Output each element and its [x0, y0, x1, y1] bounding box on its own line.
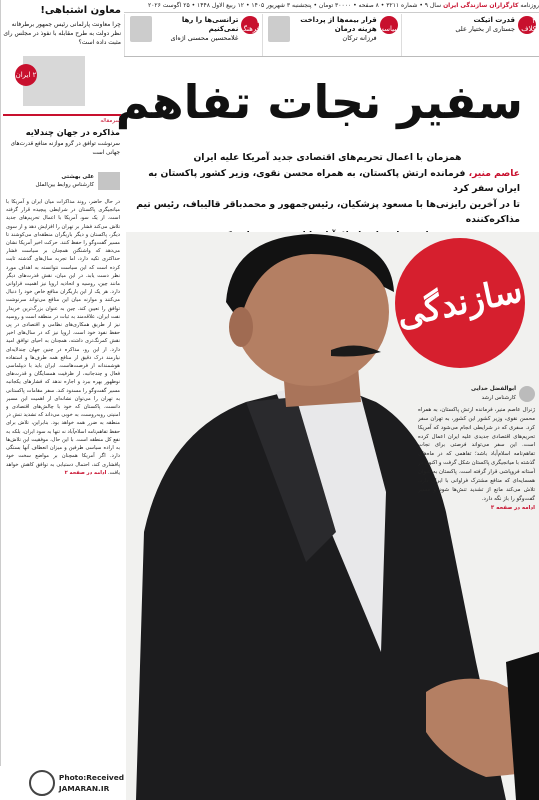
left-sidebar [0, 0, 124, 800]
deck-highlight: عاصم منیر، [468, 167, 520, 179]
teaser-2[interactable] [262, 14, 400, 56]
sidebar-top-desc: چرا معاونت پارلمانی رئیس جمهور برطرفانه نظر دولت به طرح مقابله با نفوذ در مجلس رای مثبت داده است؟ [3, 21, 121, 46]
headline-deck [135, 150, 520, 243]
editorial-body [6, 198, 120, 768]
author-name: ابوالفضل خدایی [471, 386, 516, 392]
teaser-title: ترانسی‌ها را رها نمی‌کنیم [181, 16, 239, 33]
editorial-headline: مذاکره در جهان چندلایه [25, 127, 120, 137]
teaser-byline: جستاری از بختیار علی [455, 25, 515, 33]
teaser-byline: غلامحسین محسنی اژه‌ای [170, 34, 239, 42]
watermark-line-2: JAMARAN.IR [58, 784, 110, 793]
editorial-author-name: علی بهشتی [61, 174, 94, 180]
teaser-title: قدرت اتیکت [473, 16, 515, 24]
author-role: کارشناس ارشد [481, 394, 516, 401]
teaser-page-badge: ۲ کلاف [518, 16, 536, 34]
watermark-line-1: Photo:Received [58, 773, 124, 782]
sidebar-page-badge: ۲ ایران [15, 64, 37, 86]
editorial-section-label: سرمقاله [100, 118, 120, 124]
date-line: سال ۹ • شماره ۳۲۱۱ • ۸ صفحه • ۳۰۰۰۰ تومان • پنجشنبه ۳ شهریور ۱۴۰۵ • ۱۲ ربیع الاول ۱۴۴۸ • ۲۵ اگوست ۲۰۲۶ [147, 2, 442, 9]
logo-text: سازندگی [393, 270, 527, 336]
brand-name: کارگزاران سازندگی ایران [443, 2, 519, 9]
editorial-author-role: کارشناس روابط بین‌الملل [35, 182, 94, 188]
main-headline: سفیر نجات تفاهم [115, 75, 523, 129]
teaser-page-badge: ۷ فرهنگ [240, 17, 260, 33]
editorial-author [6, 172, 120, 190]
deck-line-1: همزمان با اعمال تحریم‌های اقتصادی جدید آمریکا علیه ایران [193, 152, 462, 163]
editorial-text: در حال حاضر، روند مذاکرات میان ایران و آمریکا با میانجیگری پاکستان در شرایطی پیچیده قرار گرفته است. از یک سو، آمریکا با اعمال تحریم‌های جدید تلاش می‌کند فشار بر تهران را افزایش دهد و از سوی دیگر، پاکستان و دیگر بازیگران منطقه‌ای می‌کوشند تا مسیر گفت‌وگو را حفظ کنند. حرکت اخیر آمریکا نشان می‌دهد که واشنگتن همچنان بر سیاست فشار حداکثری تکیه دارد، اما تجربه سال‌های گذشته ثابت کرده است که این سیاست نتوانسته به اهداف مورد نظر دست یابد. در این میان، نقش قدرت‌های دیگر مانند چین، روسیه و اتحادیه اروپا نیز اهمیت فراوانی دارد. هر یک از این بازیگران منافع خاص خود را دنبال می‌کنند و موازنه میان این منافع می‌تواند سرنوشت توافق را تعیین کند. چین به عنوان بزرگ‌ترین خریدار نفت ایران، علاقه‌مند به ثبات در منطقه است و روسیه نیز از طریق همکاری‌های نظامی و اقتصادی در پی حفظ نفوذ خود است. اروپا نیز که در سال‌های اخیر نقش کمرنگ‌تری داشته، همچنان به احیای توافق امید دارد. از این رو، مذاکره در چنین جهان چندلایه‌ای نیازمند درک دقیق از منافع همه طرف‌ها و استفاده هوشمندانه از فرصت‌هاست. ایران باید با دیپلماسی فعال و چندجانبه، از ظرفیت همسایگان و قدرت‌های نوظهور بهره ببرد و اجازه ندهد که فشارهای یکجانبه مسیر گفت‌وگو را مسدود کند. سفر مقامات پاکستانی به تهران را می‌توان نشانه‌ای از اهمیت این مسیر دانست. پاکستان که خود با چالش‌های اقتصادی و امنیتی روبه‌روست، به خوبی می‌داند که تشدید تنش در منطقه به ضرر همه خواهد بود. بنابراین، تلاش برای حفظ تفاهم‌نامه اسلام‌آباد نه تنها به سود ایران، بلکه به نفع کل منطقه است. با این حال، موفقیت این تلاش‌ها به اراده سیاسی طرفین و میزان انعطاف آنها بستگی دارد. اگر آمریکا همچنان بر مواضع سخت خود پافشاری کند، احتمال دستیابی به توافق کاهش خواهد یافت. [6, 199, 120, 476]
front-page-column [418, 385, 535, 610]
teaser-byline: فرزانه ترکان [342, 34, 377, 42]
teaser-1[interactable] [401, 14, 539, 56]
newspaper-logo [395, 238, 525, 368]
sidebar-top-story[interactable] [3, 4, 121, 110]
teaser-3[interactable] [124, 14, 262, 56]
editorial-subhead: سرنوشت توافق در گرو موازنه منافع قدرت‌های جهانی است [10, 141, 120, 156]
teaser-page-badge: ۷ سیاست [377, 17, 401, 33]
teaser-thumbnail [268, 16, 290, 42]
jamaran-logo-icon [29, 770, 55, 796]
teaser-row [124, 14, 539, 57]
editorial-author-photo [98, 172, 120, 190]
masthead-label: روزنامه [520, 2, 539, 9]
column-author [418, 385, 535, 403]
column-body: ژنرال عاصم منیر، فرمانده ارتش پاکستان، به همراه محسن نقوی، وزیر کشور این کشور، به تهران سفر کرد. سفری که در شرایطی انجام می‌شود که آمریکا تحریم‌های اقتصادی جدیدی علیه ایران اعمال کرده است. این سفر می‌تواند فرصتی برای نجات تفاهم‌نامه اسلام‌آباد باشد؛ تفاهمی که در ماه‌های گذشته با میانجیگری پاکستان شکل گرفت و اکنون در آستانه فروپاشی قرار گرفته است. پاکستان به عنوان همسایه‌ای که منافع مشترک فراوانی با ایران دارد، تلاش می‌کند مانع از تشدید تنش‌ها شود و مسیر گفت‌وگو را باز نگه دارد. [418, 406, 535, 502]
sidebar-divider [3, 114, 121, 116]
deck-line-2: فرمانده ارتش پاکستان، به همراه محسن نقوی، وزیر کشور پاکستان به ایران سفر کرد [148, 167, 520, 194]
author-avatar [519, 386, 535, 402]
photo-credit-watermark [0, 766, 124, 800]
editorial-continued[interactable]: ادامه در صفحه ۲ [64, 469, 107, 476]
date-strip [124, 0, 539, 13]
sidebar-top-title: معاون اشتباهی! [40, 5, 121, 16]
teaser-thumbnail [130, 16, 152, 42]
deck-line-3: تا در آخرین رایزنی‌ها با مسعود پزشکیان، رئیس‌جمهور و محمدباقر قالیباف، رئیس تیم مذاکره‌کننده [136, 198, 520, 225]
continued-link[interactable]: ادامه در صفحه ۳ [490, 504, 535, 511]
teaser-title: قرار بیمه‌ها از پرداخت هزینه درمان [300, 16, 377, 33]
